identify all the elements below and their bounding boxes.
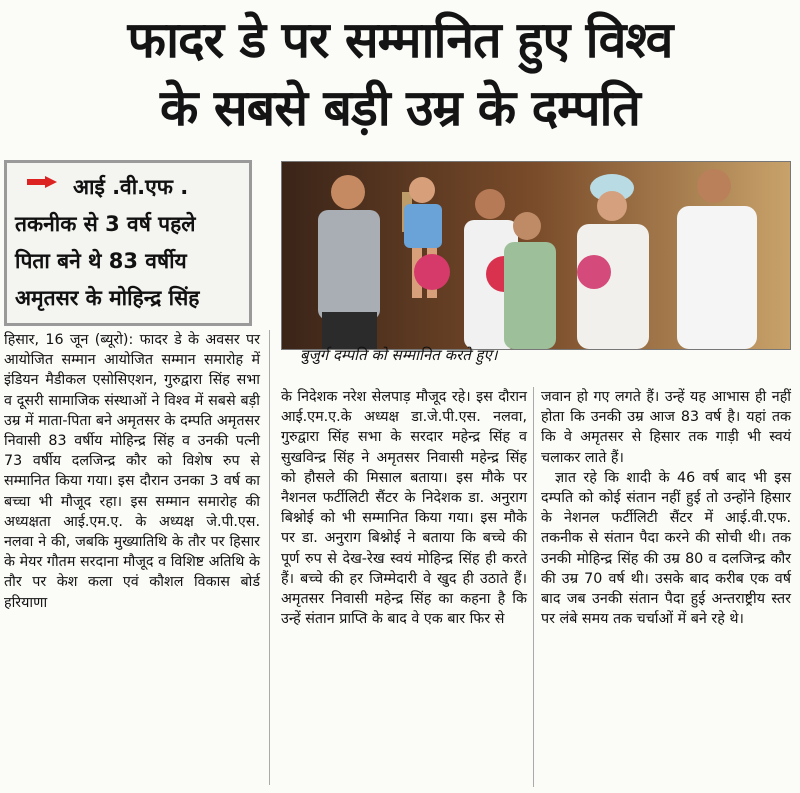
article-paragraph: हिसार, 16 जून (ब्यूरो): फादर डे के अवसर पर आयोजित सम्मान आयोजित सम्मान समारोह में इंडियन मैडीकल एसोसिएशन, गुरुद्वारा सिंह सभा व दूसरी सामाजिक संस्थाओं ने विश्व में सबसे बड़ी उम्र में माता-पिता बने अमृतसर के दम्पति अमृतसर निवासी 83 वर्षीय मोहिन्द्र सिंह व उनकी पत्नी 73 वर्षीय दलजिन्द्र कौर को विशेष रुप से सम्मानित किया गया। इस दौरान उनका 3 वर्ष का बच्चा भी मौजूद रहा। इस सम्मान समारोह की अध्यक्षता आई.एम.ए. के अध्यक्ष जे.पी.एस. नलवा ने की, जबकि मुख्यातिथि के तौर पर हिसार के मेयर गौतम सरदाना मौजूद व विशिष्ट अतिथि के तौर पर केश कला एवं कौशल विकास बोर्ड हरियाणा <box>4 332 260 611</box>
article-paragraph: जवान हो गए लगते हैं। उन्हें यह आभास ही नहीं होता कि उनकी उम्र आज 83 वर्ष है। यहां तक कि वे अमृतसर से हिसार तक गाड़ी भी स्वयं चलाकर लाते हैं। <box>541 389 791 466</box>
article-column-3 <box>541 387 791 629</box>
article-paragraph: के निदेशक नरेश सेलपाड़ मौजूद रहे। इस दौरान आई.एम.ए.के अध्यक्ष डा.जे.पी.एस. नलवा, गुरुद्वारा सिंह सभा के सरदार महेन्द्र सिंह व सुखविन्द्र सिंह ने अमृतसर निवासी महेन्द्र सिंह को हौसले की मिसाल बताया। इस मौके पर नैशनल फर्टीलिटी सैंटर के निदेशक डा. अनुराग बिश्नोई को भी सम्मानित किया गया। इस मौके पर डा. अनुराग बिश्नोई ने बताया कि बच्चे की पूर्ण रुप से देख-रेख स्वयं मोहिन्द्र सिंह ही करते हैं। बच्चे की हर जिम्मेदारी वे खुद ही उठाते हैं।अमृतसर निवासी महेन्द्र सिंह का कहना है कि उन्हें संतान प्राप्ति के बाद वे एक बार फिर से <box>281 389 527 628</box>
headline-line-2: के सबसे बड़ी उम्र के दम्पति <box>160 79 640 137</box>
pointing-hand-icon <box>25 175 59 189</box>
headline-line-1: फादर डे पर सम्मानित हुए विश्व <box>127 11 673 69</box>
column-divider <box>269 330 270 785</box>
highlight-box <box>4 160 252 326</box>
article-paragraph: ज्ञात रहे कि शादी के 46 वर्ष बाद भी इस दम्पति को कोई संतान नहीं हुई तो उन्होंने हिसार के नेशनल फर्टीलिटी सैंटर में आई.वी.एफ. तकनीक से संतान पैदा करने की सोची थी। तक उनकी मोहिन्द्र सिंह की उम्र 80 व दलजिन्द्र कौर की उम्र 70 वर्ष थी। उसके बाद करीब एक वर्ष बाद जब उनकी संतान पैदा हुई अन्तराष्ट्रीय स्तर पर लंबे समय तक चर्चाओं में बने रहे थे। <box>541 469 791 628</box>
article-column-2 <box>281 387 527 629</box>
headline <box>0 6 800 142</box>
column-divider <box>533 387 534 787</box>
highlight-line-3: पिता बने थे 83 वर्षीय <box>15 249 187 273</box>
news-photo <box>281 161 791 350</box>
article-column-1 <box>4 330 260 613</box>
photo-caption: बुजुर्ग दम्पति को सम्मानित करते हुए। <box>300 346 498 364</box>
highlight-line-4: अमृतसर के मोहिन्द्र सिंह <box>15 286 200 310</box>
highlight-line-1: आई .वी.एफ . <box>73 175 189 199</box>
felicitation-photo-illustration <box>282 162 790 349</box>
highlight-line-2: तकनीक से 3 वर्ष पहले <box>15 212 196 236</box>
